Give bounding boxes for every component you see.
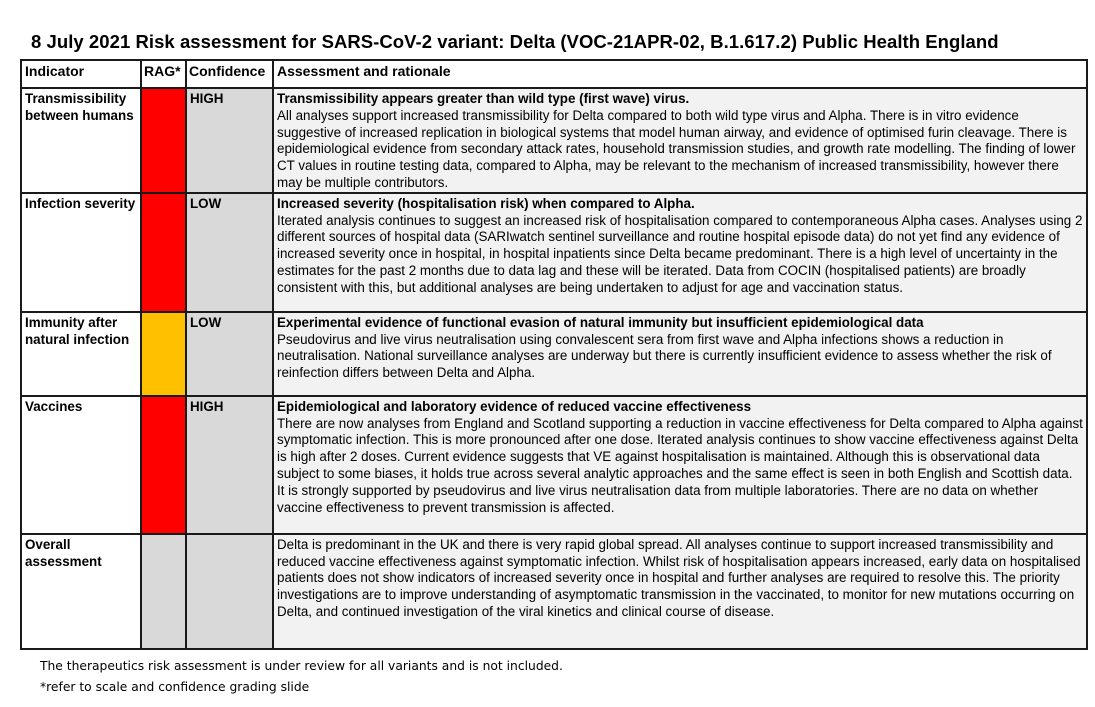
assessment-title: Transmissibility appears greater than wild type (first wave) virus. xyxy=(277,91,690,106)
assessment-title: Increased severity (hospitalisation risk) when compared to Alpha. xyxy=(277,195,695,211)
confidence-cell: HIGH xyxy=(186,396,273,534)
confidence-cell: HIGH xyxy=(186,88,273,193)
rag-status-cell xyxy=(141,396,186,534)
table-header-row xyxy=(21,60,1087,88)
assessment-body: Iterated analysis continues to suggest an increased risk of hospitalisation compared to contemporaneous Alpha cases. Analyses using 2 different sources of hospital data (SARIwatch sentinel surveillance and routine hospital episode data) do not yet find any evidence of increased severity once in hospital, in hospital inpatients since Delta became predominant. There is a high level of uncertainty in the estimates for the past 2 months due to data lag and these will be iterated. Data from COCIN (hospitalised patients) are broadly consistent with this, but additional analyses are being undertaken to adjust for age and vaccination status. xyxy=(277,212,1083,295)
table-row xyxy=(21,193,1087,312)
assessment-body: Pseudovirus and live virus neutralisation using convalescent sera from first wave and Alpha infections shows a reduction in neutralisation. National surveillance analyses are underway but there is currently insufficient evidence to assess whether the risk of reinfection differs between Delta and Alpha. xyxy=(277,331,1052,381)
assessment-cell xyxy=(273,534,1087,649)
indicator-cell: Overall assessment xyxy=(21,534,141,649)
assessment-cell xyxy=(273,193,1087,312)
rag-status-cell xyxy=(141,312,186,396)
indicator-cell: Transmissibility between humans xyxy=(21,88,141,193)
footer-note-therapeutics: The therapeutics risk assessment is under review for all variants and is not included. xyxy=(40,659,563,673)
table-row xyxy=(21,312,1087,396)
indicator-cell: Immunity after natural infection xyxy=(21,312,141,396)
assessment-title: Epidemiological and laboratory evidence of reduced vaccine effectiveness xyxy=(277,398,752,414)
footer-note-rag-scale: *refer to scale and confidence grading slide xyxy=(40,680,310,694)
assessment-body: There are now analyses from England and Scotland supporting a reduction in vaccine effectiveness for Delta compared to Alpha against symptomatic infection. This is more pronounced after one dose. Iterated analysis continues to show vaccine effectiveness against Delta is high after 2 doses. Current evidence suggests that VE against hospitalisation is maintained. Although this is observational data subject to some biases, it holds true across several analytic approaches and the same effect is seen in both English and Scottish data. It is strongly supported by pseudovirus and live virus neutralisation data from multiple laboratories. There are no data on whether vaccine effectiveness to prevent transmission is affected. xyxy=(277,415,1083,515)
confidence-cell xyxy=(186,534,273,649)
rag-status-cell xyxy=(141,193,186,312)
assessment-cell xyxy=(273,312,1087,396)
assessment-cell xyxy=(273,88,1087,193)
confidence-cell: LOW xyxy=(186,193,273,312)
table-row xyxy=(21,396,1087,534)
rag-status-cell xyxy=(141,88,186,193)
header-confidence: Confidence xyxy=(186,60,273,88)
page-title: 8 July 2021 Risk assessment for SARS-CoV-2 variant: Delta (VOC-21APR-02, B.1.617.2) Public Health England xyxy=(31,31,999,52)
assessment-title: Experimental evidence of functional evasion of natural immunity but insufficient epidemiological data xyxy=(277,314,924,330)
risk-assessment-table xyxy=(20,59,1088,650)
confidence-cell: LOW xyxy=(186,312,273,396)
rag-status-cell xyxy=(141,534,186,649)
indicator-cell: Infection severity xyxy=(21,193,141,312)
header-indicator: Indicator xyxy=(21,60,141,88)
table-row xyxy=(21,534,1087,649)
header-rag: RAG* xyxy=(141,60,186,88)
assessment-body: All analyses support increased transmissibility for Delta compared to both wild type virus and Alpha. There is in vitro evidence suggestive of increased replication in biological systems that model human airway, and evidence of optimised furin cleavage. There is epidemiological evidence from secondary attack rates, household transmission studies, and growth rate modelling. The finding of lower CT values in routine testing data, compared to Alpha, may be relevant to the mechanism of increased transmissibility, however there may be multiple contributors. xyxy=(277,107,1076,190)
assessment-body: Delta is predominant in the UK and there is very rapid global spread. All analyses continue to support increased transmissibility and reduced vaccine effectiveness against symptomatic infection. Whilst risk of hospitalisation appears increased, early data on hospitalised patients does not show indicators of increased severity once in hospital and further analyses are required to resolve this. The priority investigations are to improve understanding of asymptomatic transmission in the vaccinated, to monitor for new mutations occurring on Delta, and continued investigation of the viral kinetics and clinical course of disease. xyxy=(277,536,1081,619)
indicator-cell: Vaccines xyxy=(21,396,141,534)
assessment-cell xyxy=(273,396,1087,534)
table-row xyxy=(21,88,1087,193)
header-assessment: Assessment and rationale xyxy=(273,60,1087,88)
